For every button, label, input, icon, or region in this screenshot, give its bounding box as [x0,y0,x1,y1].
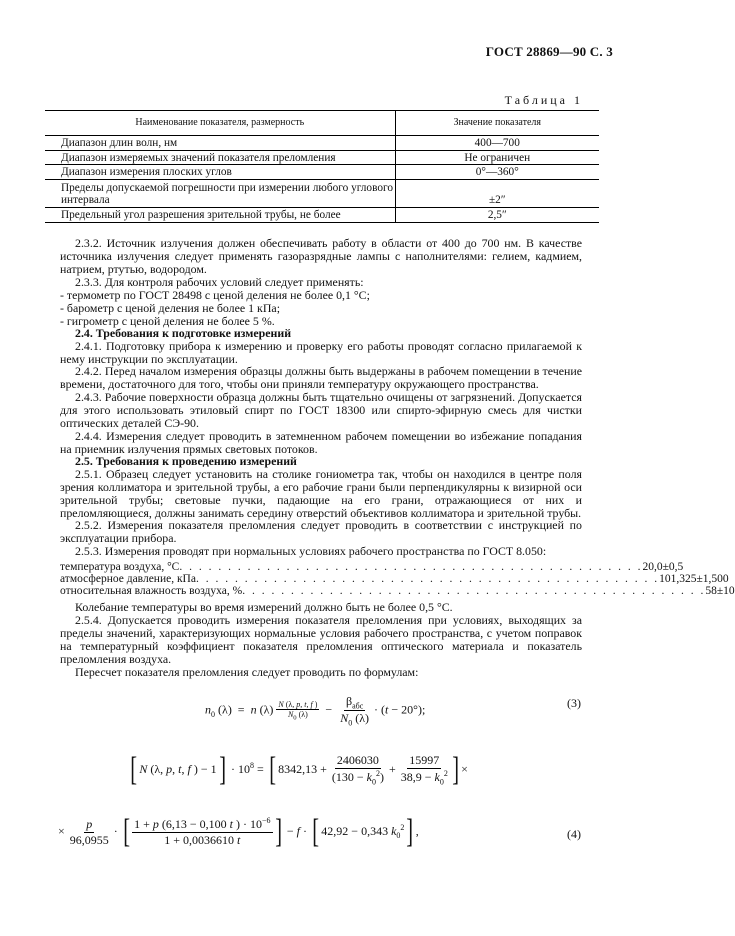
paragraph-2-3-3: 2.3.3. Для контроля рабочих условий следует применять: [75,275,364,289]
paragraph-2-5-1: 2.5.1. Образец следует установить на столике гониометра так, чтобы он находился в центре поля зрения коллиматора и зрительной трубы, а его рабочие грани были перпендикулярны к визирной оси зрительной трубы; световые пучки, падающие на его грани, отражающиеся от них и преломляющиеся, должны занимать середину отверстий объективов коллиматора и зрительной трубы. [60,467,582,520]
parameters-table [45,110,599,223]
table-row: Диапазон измерения плоских углов 0°—360° [45,165,599,180]
table-row: Диапазон измеряемых значений показателя преломления Не ограничен [45,151,599,165]
list-item-thermometer: - термометр по ГОСТ 28498 с ценой деления не более 0,1 °С; [60,288,370,302]
paragraph-2-4-1: 2.4.1. Подготовку прибора к измерению и проверку его работы проводят согласно прилагаемой к нему инструкции по эксплуатации. [60,339,582,366]
paragraph-formulas-intro: Пересчет показателя преломления следует проводить по формулам: [75,665,419,679]
paragraph-temperature-variation: Колебание температуры во время измерений должно быть не более 0,5 °С. [75,600,453,614]
paragraph-2-5-2: 2.5.2. Измерения показателя преломления следует проводить в соответствии с инструкцией по эксплуатации прибора. [60,518,582,545]
list-item-hygrometer: - гигрометр с ценой деления не более 5 %. [60,314,275,328]
paragraph-2-4-2: 2.4.2. Перед началом измерения образцы должны быть выдержаны в рабочем помещении в течение времени, достаточного для того, чтобы они приняли температуру окружающего пространства. [60,364,582,391]
heading-2-5: 2.5. Требования к проведению измерений [75,454,297,468]
condition-row: температура воздуха, °С . . . . . . . . . . . . . . . . . . . . . . . . . . . . . . . . . . . . . . . . . . . . . . . . 20,0±0,5 [60,561,684,573]
equation-number-4: (4) [567,827,581,841]
paragraph-2-5-4: 2.5.4. Допускается проводить измерения показателя преломления при условиях, выходящих за пределы значений, характеризующих нормальные условия рабочего пространства, с учетом поправок на температурный коэффициент показателя преломления оптического материала и показатель преломления воздуха. [60,613,582,666]
equation-number-3: (3) [567,696,581,710]
table-caption: Таблица 1 [504,93,583,107]
formula-4-line-1: [ N (λ, p, t, f ) − $1] \cdot 10^8$ = [ 8342,13 + $\frac{2406030}{(130 - k_0^2)}$ + $\frac{15997}{38,9 - k_0^2}$ ] × [130,751,468,788]
table-row: Диапазон длин волн, нм 400—700 [45,136,599,151]
condition-row: атмосферное давление, кПа . . . . . . . . . . . . . . . . . . . . . . . . . . . . . . . . . . . . . . . . . . . . . . . . 101,325±1,500 [60,573,729,585]
paragraph-2-5-3: 2.5.3. Измерения проводят при нормальных условиях рабочего пространства по ГОСТ 8.050: [75,544,547,558]
table-header-name: Наименование показателя, размерность [45,111,395,136]
table-row: Пределы допускаемой погрешности при измерении любого углового интервала ±2″ [45,180,599,208]
formula-4-line-2: × $\frac{p}{96,0955}$ · [ $\frac{1 + p (6,13 - 0,100 t ) \cdot 10^{-6}}{1 + 0,0036610 t}$ ] − f · [ 42,92 − 0,343 $k_0^2$] , [58,813,419,850]
table-row: Предельный угол разрешения зрительной трубы, не более 2,5″ [45,208,599,223]
page-header: ГОСТ 28869—90 С. 3 [485,44,613,59]
condition-row: относительная влажность воздуха, % . . . . . . . . . . . . . . . . . . . . . . . . . . . . . . . . . . . . . . . . . . . . . . . . 58±10 [60,585,735,597]
paragraph-2-4-3: 2.4.3. Рабочие поверхности образца должны быть тщательно очищены от загрязнений. Допускается для этого использовать этиловый спирт по ГОСТ 18300 или спирто-эфирную смесь для чистки оптических деталей СЭ-90. [60,390,582,430]
paragraph-2-3-2: 2.3.2. Источник излучения должен обеспечивать работу в области от 400 до 700 нм. В качестве источника излучения следует применять газоразрядные лампы с наполнителями: гелием, кадмием, натрием, ртутью, водородом. [60,236,582,276]
formula-3: $n_0$ (λ) = n (λ) $\frac{N (\lambda, p, t, f )}{N_0 (\lambda)}$ − $\frac{\beta_{абс}}{N_0 (\lambda)}$ · (t − 20°); [205,694,426,728]
list-item-barometer: - барометр с ценой деления не более 1 кПа; [60,301,281,315]
heading-2-4: 2.4. Требования к подготовке измерений [75,326,292,340]
paragraph-2-4-4: 2.4.4. Измерения следует проводить в затемненном рабочем помещении во избежание попадания на приемник излучения прямых световых потоков. [60,429,582,456]
table-header-value: Значение показателя [395,111,599,136]
normal-conditions-list [60,561,735,597]
